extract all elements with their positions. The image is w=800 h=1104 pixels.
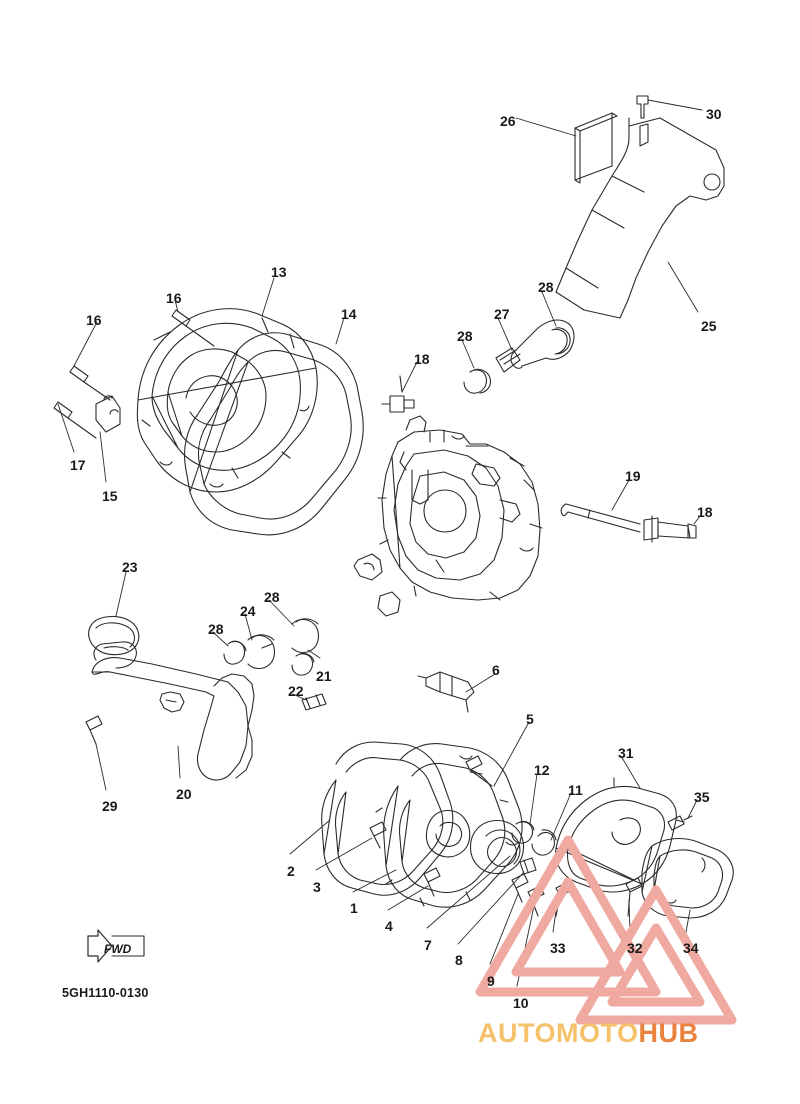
part-32-bolt <box>626 878 642 916</box>
callout-26: 26 <box>500 113 516 129</box>
part-25-duct <box>556 118 724 318</box>
callout-11: 11 <box>568 782 583 798</box>
callout-23: 23 <box>122 559 138 575</box>
callout-28: 28 <box>264 589 280 605</box>
part-18-lower <box>644 516 696 542</box>
callout-9: 9 <box>487 973 495 989</box>
callout-12: 12 <box>534 762 550 778</box>
callout-17: 17 <box>70 457 86 473</box>
callout-28: 28 <box>457 328 473 344</box>
part-26-plate <box>575 113 617 183</box>
part-23-seal <box>89 617 139 655</box>
callout-13: 13 <box>271 264 287 280</box>
callout-21: 21 <box>316 668 332 684</box>
crankcase-body <box>354 416 542 616</box>
callout-29: 29 <box>102 798 118 814</box>
part-7-bearing <box>471 821 524 874</box>
callout-5: 5 <box>526 711 534 727</box>
callout-28: 28 <box>538 279 554 295</box>
callout-2: 2 <box>287 863 295 879</box>
callout-7: 7 <box>424 937 432 953</box>
callout-18: 18 <box>697 504 713 520</box>
callout-10: 10 <box>513 995 529 1011</box>
callout-20: 20 <box>176 786 192 802</box>
callout-16: 16 <box>86 312 102 328</box>
part-18-upper <box>382 376 414 412</box>
part-27-hose <box>511 320 574 368</box>
part-21-oring <box>292 653 314 675</box>
part-code: 5GH1110-0130 <box>62 986 149 1000</box>
leader-lines <box>58 100 702 989</box>
callout-32: 32 <box>627 940 643 956</box>
watermark-text-primary: AUTOMOTO <box>478 1018 639 1048</box>
part-5-bolt <box>466 756 492 786</box>
part-14-gasket <box>185 333 364 535</box>
callout-1: 1 <box>350 900 358 916</box>
callout-4: 4 <box>385 918 393 934</box>
part-9-bolt <box>512 874 528 902</box>
part-11-seal <box>532 830 556 855</box>
callout-33: 33 <box>550 940 566 956</box>
part-22-pin <box>302 694 326 710</box>
fwd-label: FWD <box>104 942 132 956</box>
callout-18: 18 <box>414 351 430 367</box>
part-28-clamps <box>464 328 570 393</box>
callout-24: 24 <box>240 603 256 619</box>
callout-34: 34 <box>683 940 699 956</box>
part-1-cover <box>376 744 522 908</box>
callout-22: 22 <box>288 683 304 699</box>
watermark-text-secondary: HUB <box>638 1018 699 1048</box>
callout-6: 6 <box>492 662 500 678</box>
callout-8: 8 <box>455 952 463 968</box>
callout-30: 30 <box>706 106 722 122</box>
part-8-clip <box>520 858 536 874</box>
callout-15: 15 <box>102 488 118 504</box>
callout-27: 27 <box>494 306 510 322</box>
callout-16: 16 <box>166 290 182 306</box>
part-19-shaft <box>561 504 640 532</box>
part-10-bolt <box>528 886 544 916</box>
callout-25: 25 <box>701 318 717 334</box>
callout-14: 14 <box>341 306 357 322</box>
part-17-bolt <box>54 402 96 438</box>
callout-28: 28 <box>208 621 224 637</box>
part-33-bolt <box>556 882 572 916</box>
part-29-bolt <box>86 716 102 744</box>
part-30-bolt <box>637 96 648 118</box>
part-20-pipe <box>92 642 254 780</box>
callout-31: 31 <box>618 745 634 761</box>
callout-35: 35 <box>694 789 710 805</box>
callout-19: 19 <box>625 468 641 484</box>
callout-3: 3 <box>313 879 321 895</box>
part-34-shield <box>642 839 733 918</box>
